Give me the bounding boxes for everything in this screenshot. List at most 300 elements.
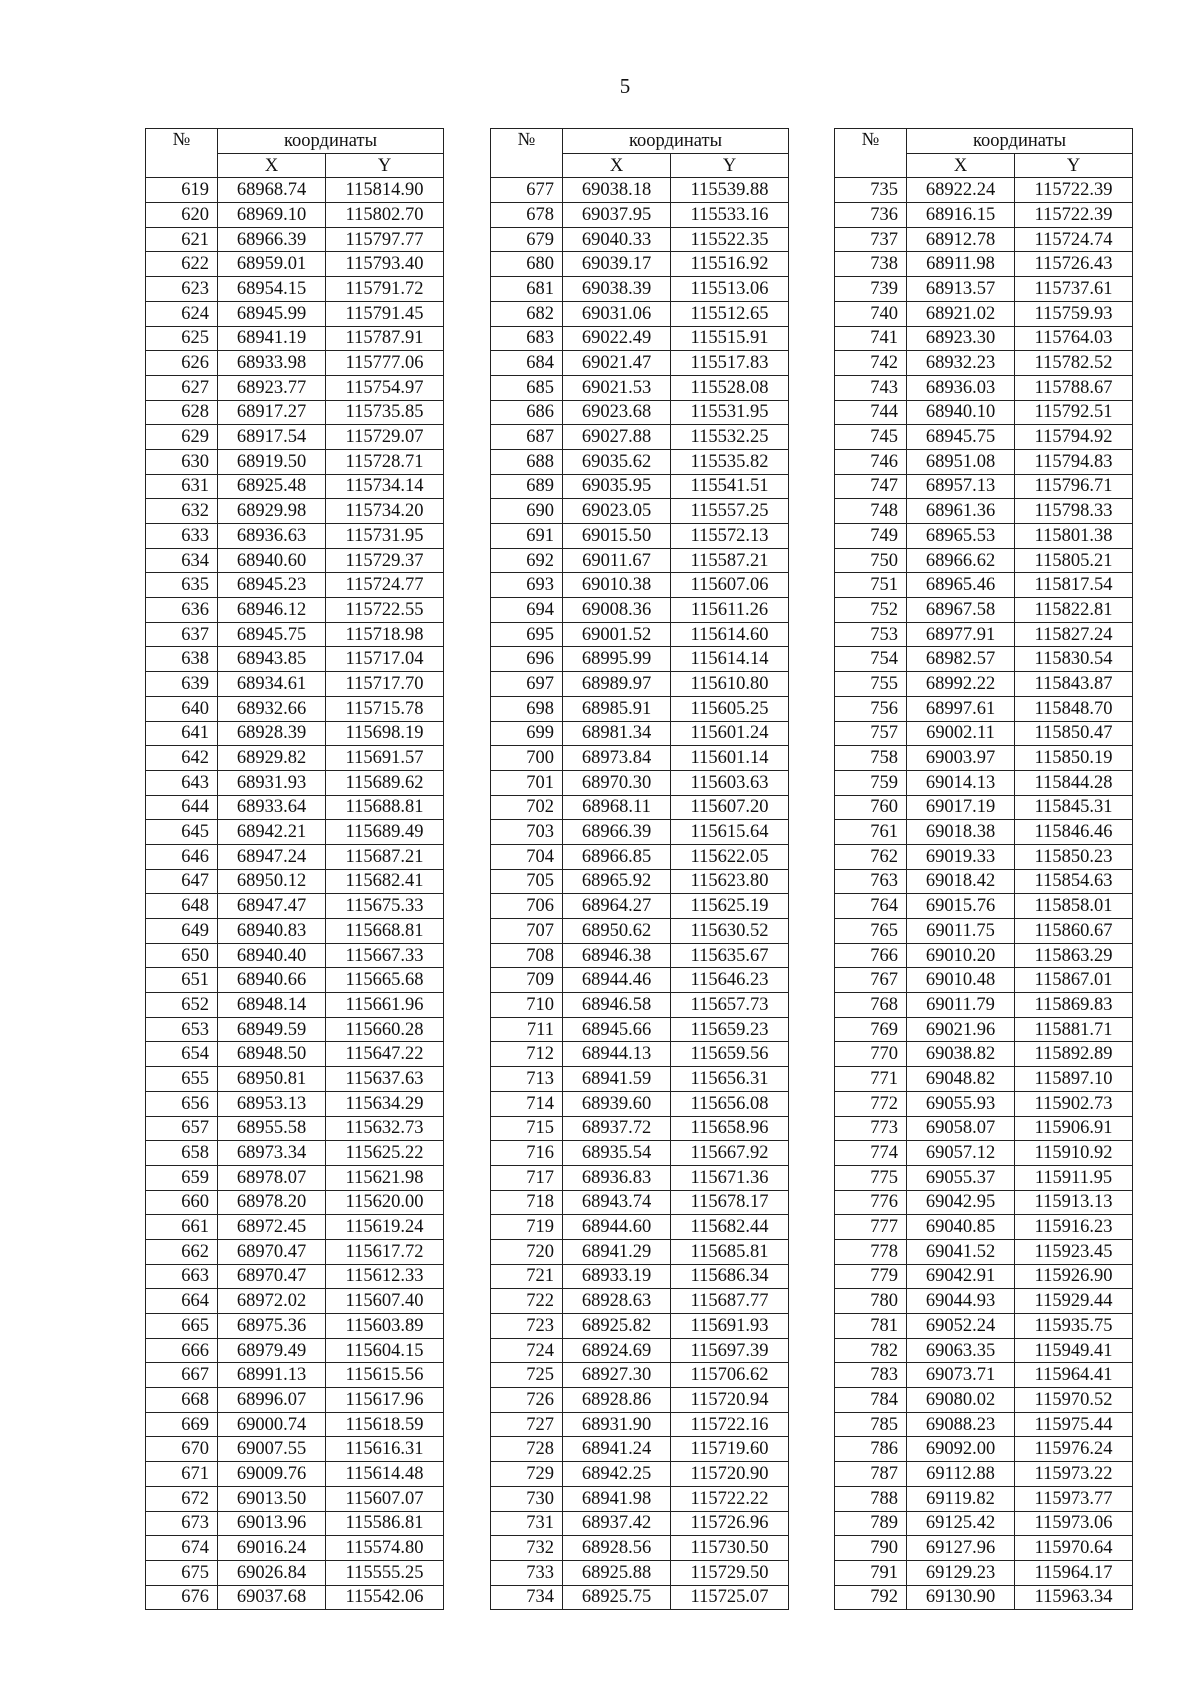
coordinate-y: 115665.68 xyxy=(326,968,444,993)
coordinate-x: 68941.24 xyxy=(563,1437,671,1462)
table-row xyxy=(146,1437,444,1462)
coordinate-y: 115522.35 xyxy=(671,227,789,252)
table-row xyxy=(491,1338,789,1363)
table-row xyxy=(146,1462,444,1487)
coordinate-x: 69010.38 xyxy=(563,573,671,598)
table-row xyxy=(146,375,444,400)
point-number: 690 xyxy=(491,499,563,524)
point-number: 633 xyxy=(146,524,218,549)
point-number: 634 xyxy=(146,548,218,573)
coordinate-x: 68927.30 xyxy=(563,1363,671,1388)
coordinate-x: 69008.36 xyxy=(563,598,671,623)
point-number: 619 xyxy=(146,178,218,203)
coordinate-y: 115604.15 xyxy=(326,1338,444,1363)
coordinate-x: 68941.98 xyxy=(563,1486,671,1511)
coordinate-x: 68950.12 xyxy=(218,869,326,894)
coordinate-y: 115675.33 xyxy=(326,894,444,919)
coordinate-y: 115973.22 xyxy=(1015,1462,1133,1487)
point-number: 711 xyxy=(491,1017,563,1042)
coordinate-y: 115935.75 xyxy=(1015,1314,1133,1339)
table-row xyxy=(491,672,789,697)
coordinate-x: 68967.58 xyxy=(907,598,1015,623)
coordinate-y: 115906.91 xyxy=(1015,1116,1133,1141)
table-row xyxy=(491,1215,789,1240)
coordinate-y: 115574.80 xyxy=(326,1536,444,1561)
coordinate-x: 69027.88 xyxy=(563,425,671,450)
coordinate-x: 68947.24 xyxy=(218,844,326,869)
point-number: 706 xyxy=(491,894,563,919)
coordinate-y: 115698.19 xyxy=(326,721,444,746)
coordinate-x: 69018.38 xyxy=(907,820,1015,845)
coordinate-y: 115587.21 xyxy=(671,548,789,573)
table-row xyxy=(146,919,444,944)
coordinate-y: 115539.88 xyxy=(671,178,789,203)
table-row xyxy=(491,1363,789,1388)
coordinate-y: 115691.93 xyxy=(671,1314,789,1339)
coordinate-y: 115614.48 xyxy=(326,1462,444,1487)
coordinate-x: 68970.47 xyxy=(218,1239,326,1264)
table-row xyxy=(146,1239,444,1264)
table-row xyxy=(835,993,1133,1018)
coordinate-y: 115607.07 xyxy=(326,1486,444,1511)
coordinate-x: 69063.35 xyxy=(907,1338,1015,1363)
point-number: 734 xyxy=(491,1585,563,1610)
coordinate-y: 115754.97 xyxy=(326,375,444,400)
point-number: 766 xyxy=(835,943,907,968)
point-number: 719 xyxy=(491,1215,563,1240)
coordinate-y: 115601.24 xyxy=(671,721,789,746)
header-number: № xyxy=(491,129,563,178)
point-number: 791 xyxy=(835,1560,907,1585)
point-number: 621 xyxy=(146,227,218,252)
coordinate-y: 115850.19 xyxy=(1015,746,1133,771)
point-number: 769 xyxy=(835,1017,907,1042)
coordinates-table-1 xyxy=(145,128,444,1610)
point-number: 784 xyxy=(835,1388,907,1413)
coordinate-y: 115759.93 xyxy=(1015,301,1133,326)
coordinate-x: 69015.76 xyxy=(907,894,1015,919)
coordinate-x: 69026.84 xyxy=(218,1560,326,1585)
point-number: 707 xyxy=(491,919,563,944)
table-row xyxy=(146,1511,444,1536)
point-number: 748 xyxy=(835,499,907,524)
coordinate-y: 115715.78 xyxy=(326,696,444,721)
table-row xyxy=(491,1314,789,1339)
coordinate-y: 115788.67 xyxy=(1015,375,1133,400)
coordinate-y: 115607.06 xyxy=(671,573,789,598)
coordinate-x: 68917.27 xyxy=(218,400,326,425)
point-number: 708 xyxy=(491,943,563,968)
point-number: 760 xyxy=(835,795,907,820)
coordinate-x: 68979.49 xyxy=(218,1338,326,1363)
point-number: 744 xyxy=(835,400,907,425)
point-number: 645 xyxy=(146,820,218,845)
point-number: 790 xyxy=(835,1536,907,1561)
table-row xyxy=(146,1363,444,1388)
coordinate-y: 115911.95 xyxy=(1015,1165,1133,1190)
point-number: 738 xyxy=(835,252,907,277)
point-number: 723 xyxy=(491,1314,563,1339)
point-number: 757 xyxy=(835,721,907,746)
point-number: 776 xyxy=(835,1190,907,1215)
coordinate-y: 115720.90 xyxy=(671,1462,789,1487)
table-row xyxy=(146,1091,444,1116)
table-row xyxy=(835,1511,1133,1536)
point-number: 747 xyxy=(835,474,907,499)
coordinate-y: 115964.41 xyxy=(1015,1363,1133,1388)
point-number: 665 xyxy=(146,1314,218,1339)
coordinate-y: 115850.23 xyxy=(1015,844,1133,869)
coordinate-y: 115689.49 xyxy=(326,820,444,845)
table-row xyxy=(146,647,444,672)
point-number: 691 xyxy=(491,524,563,549)
table-row xyxy=(146,1067,444,1092)
point-number: 677 xyxy=(491,178,563,203)
point-number: 787 xyxy=(835,1462,907,1487)
coordinate-x: 68933.98 xyxy=(218,351,326,376)
point-number: 641 xyxy=(146,721,218,746)
point-number: 772 xyxy=(835,1091,907,1116)
point-number: 749 xyxy=(835,524,907,549)
point-number: 761 xyxy=(835,820,907,845)
table-row xyxy=(146,277,444,302)
coordinate-y: 115542.06 xyxy=(326,1585,444,1610)
coordinate-x: 68968.11 xyxy=(563,795,671,820)
coordinate-x: 69010.48 xyxy=(907,968,1015,993)
table-row xyxy=(146,672,444,697)
point-number: 777 xyxy=(835,1215,907,1240)
coordinate-y: 115621.98 xyxy=(326,1165,444,1190)
table-row xyxy=(491,400,789,425)
coordinate-y: 115682.41 xyxy=(326,869,444,894)
coordinate-y: 115964.17 xyxy=(1015,1560,1133,1585)
coordinate-x: 68940.83 xyxy=(218,919,326,944)
point-number: 732 xyxy=(491,1536,563,1561)
table-row xyxy=(835,894,1133,919)
coordinate-x: 68934.61 xyxy=(218,672,326,697)
table-row xyxy=(146,573,444,598)
coordinate-x: 68941.29 xyxy=(563,1239,671,1264)
point-number: 654 xyxy=(146,1042,218,1067)
table-row xyxy=(146,1536,444,1561)
point-number: 751 xyxy=(835,573,907,598)
point-number: 739 xyxy=(835,277,907,302)
table-row xyxy=(835,1486,1133,1511)
point-number: 724 xyxy=(491,1338,563,1363)
coordinate-x: 69058.07 xyxy=(907,1116,1015,1141)
table-row xyxy=(491,1017,789,1042)
point-number: 746 xyxy=(835,449,907,474)
coordinate-x: 68982.57 xyxy=(907,647,1015,672)
table-row xyxy=(835,499,1133,524)
coordinate-y: 115845.31 xyxy=(1015,795,1133,820)
coordinate-y: 115913.13 xyxy=(1015,1190,1133,1215)
coordinate-x: 68911.98 xyxy=(907,252,1015,277)
coordinate-y: 115970.64 xyxy=(1015,1536,1133,1561)
point-number: 688 xyxy=(491,449,563,474)
coordinate-y: 115601.14 xyxy=(671,746,789,771)
point-number: 650 xyxy=(146,943,218,968)
coordinates-table-3 xyxy=(834,128,1133,1610)
table-row xyxy=(491,647,789,672)
point-number: 680 xyxy=(491,252,563,277)
point-number: 725 xyxy=(491,1363,563,1388)
coordinate-y: 115685.81 xyxy=(671,1239,789,1264)
point-number: 658 xyxy=(146,1141,218,1166)
point-number: 683 xyxy=(491,326,563,351)
coordinate-y: 115682.44 xyxy=(671,1215,789,1240)
coordinate-x: 69000.74 xyxy=(218,1412,326,1437)
coordinate-x: 69037.68 xyxy=(218,1585,326,1610)
table-row xyxy=(146,869,444,894)
coordinate-y: 115603.63 xyxy=(671,770,789,795)
coordinate-x: 68913.57 xyxy=(907,277,1015,302)
point-number: 714 xyxy=(491,1091,563,1116)
coordinate-x: 68928.63 xyxy=(563,1289,671,1314)
table-row xyxy=(835,696,1133,721)
coordinate-y: 115735.85 xyxy=(326,400,444,425)
coordinate-x: 68921.02 xyxy=(907,301,1015,326)
header-y: Y xyxy=(326,153,444,178)
table-row xyxy=(835,425,1133,450)
point-number: 622 xyxy=(146,252,218,277)
coordinate-x: 69038.39 xyxy=(563,277,671,302)
coordinate-y: 115822.81 xyxy=(1015,598,1133,623)
table-row xyxy=(491,943,789,968)
table-row xyxy=(835,746,1133,771)
coordinate-y: 115902.73 xyxy=(1015,1091,1133,1116)
table-row xyxy=(491,1042,789,1067)
point-number: 637 xyxy=(146,622,218,647)
coordinate-y: 115734.20 xyxy=(326,499,444,524)
coordinate-y: 115615.64 xyxy=(671,820,789,845)
coordinate-x: 69040.85 xyxy=(907,1215,1015,1240)
point-number: 668 xyxy=(146,1388,218,1413)
table-row xyxy=(146,1264,444,1289)
coordinate-y: 115531.95 xyxy=(671,400,789,425)
table-row xyxy=(491,1239,789,1264)
coordinate-x: 69013.50 xyxy=(218,1486,326,1511)
coordinate-x: 68940.10 xyxy=(907,400,1015,425)
coordinate-x: 69018.42 xyxy=(907,869,1015,894)
table-row xyxy=(146,820,444,845)
point-number: 646 xyxy=(146,844,218,869)
coordinate-x: 68997.61 xyxy=(907,696,1015,721)
coordinate-x: 68948.14 xyxy=(218,993,326,1018)
point-number: 710 xyxy=(491,993,563,1018)
coordinate-x: 68929.98 xyxy=(218,499,326,524)
table-row xyxy=(491,227,789,252)
point-number: 692 xyxy=(491,548,563,573)
coordinate-x: 69019.33 xyxy=(907,844,1015,869)
coordinate-y: 115725.07 xyxy=(671,1585,789,1610)
point-number: 684 xyxy=(491,351,563,376)
point-number: 670 xyxy=(146,1437,218,1462)
point-number: 758 xyxy=(835,746,907,771)
point-number: 676 xyxy=(146,1585,218,1610)
coordinate-y: 115528.08 xyxy=(671,375,789,400)
coordinate-x: 69119.82 xyxy=(907,1486,1015,1511)
table-row xyxy=(835,351,1133,376)
coordinate-x: 68917.54 xyxy=(218,425,326,450)
coordinate-x: 68946.58 xyxy=(563,993,671,1018)
coordinate-y: 115647.22 xyxy=(326,1042,444,1067)
coordinate-x: 68935.54 xyxy=(563,1141,671,1166)
coordinate-y: 115572.13 xyxy=(671,524,789,549)
table-row xyxy=(491,301,789,326)
coordinate-x: 68944.60 xyxy=(563,1215,671,1240)
point-number: 656 xyxy=(146,1091,218,1116)
table-row xyxy=(146,178,444,203)
table-row xyxy=(146,474,444,499)
point-number: 745 xyxy=(835,425,907,450)
point-number: 679 xyxy=(491,227,563,252)
point-number: 623 xyxy=(146,277,218,302)
coordinate-y: 115667.33 xyxy=(326,943,444,968)
coordinate-x: 69001.52 xyxy=(563,622,671,647)
table-row xyxy=(491,1536,789,1561)
coordinate-y: 115659.56 xyxy=(671,1042,789,1067)
table-row xyxy=(491,573,789,598)
coordinate-y: 115827.24 xyxy=(1015,622,1133,647)
point-number: 716 xyxy=(491,1141,563,1166)
coordinate-y: 115630.52 xyxy=(671,919,789,944)
coordinate-x: 69010.20 xyxy=(907,943,1015,968)
coordinate-y: 115722.39 xyxy=(1015,178,1133,203)
point-number: 648 xyxy=(146,894,218,919)
point-number: 778 xyxy=(835,1239,907,1264)
point-number: 781 xyxy=(835,1314,907,1339)
point-number: 755 xyxy=(835,672,907,697)
coordinate-y: 115805.21 xyxy=(1015,548,1133,573)
coordinate-x: 68966.62 xyxy=(907,548,1015,573)
coordinate-x: 68977.91 xyxy=(907,622,1015,647)
table-row xyxy=(835,1289,1133,1314)
table-row xyxy=(491,1165,789,1190)
point-number: 789 xyxy=(835,1511,907,1536)
table-row xyxy=(835,474,1133,499)
point-number: 782 xyxy=(835,1338,907,1363)
table-row xyxy=(491,1190,789,1215)
coordinate-y: 115722.39 xyxy=(1015,203,1133,228)
coordinate-y: 115782.52 xyxy=(1015,351,1133,376)
table-row xyxy=(835,326,1133,351)
coordinate-y: 115973.06 xyxy=(1015,1511,1133,1536)
table-row xyxy=(146,1042,444,1067)
point-number: 715 xyxy=(491,1116,563,1141)
header-y: Y xyxy=(671,153,789,178)
table-row xyxy=(146,252,444,277)
table-row xyxy=(146,425,444,450)
coordinate-x: 69023.05 xyxy=(563,499,671,524)
coordinate-x: 68947.47 xyxy=(218,894,326,919)
coordinate-x: 69015.50 xyxy=(563,524,671,549)
coordinate-y: 115722.55 xyxy=(326,598,444,623)
table-row xyxy=(146,1116,444,1141)
table-row xyxy=(491,820,789,845)
table-row xyxy=(146,1338,444,1363)
table-row xyxy=(835,1462,1133,1487)
coordinate-y: 115792.51 xyxy=(1015,400,1133,425)
coordinate-y: 115632.73 xyxy=(326,1116,444,1141)
header-y: Y xyxy=(1015,153,1133,178)
table-row xyxy=(491,1560,789,1585)
point-number: 630 xyxy=(146,449,218,474)
coordinate-y: 115791.72 xyxy=(326,277,444,302)
coordinate-x: 69009.76 xyxy=(218,1462,326,1487)
coordinate-y: 115620.00 xyxy=(326,1190,444,1215)
coordinate-y: 115586.81 xyxy=(326,1511,444,1536)
coordinate-x: 68937.42 xyxy=(563,1511,671,1536)
table-row xyxy=(835,968,1133,993)
coordinate-x: 69044.93 xyxy=(907,1289,1015,1314)
coordinate-y: 115618.59 xyxy=(326,1412,444,1437)
table-row xyxy=(146,1412,444,1437)
coordinate-x: 68946.12 xyxy=(218,598,326,623)
coordinate-x: 69007.55 xyxy=(218,1437,326,1462)
table-row xyxy=(146,203,444,228)
coordinate-x: 69013.96 xyxy=(218,1511,326,1536)
coordinate-x: 68945.75 xyxy=(907,425,1015,450)
coordinate-x: 69073.71 xyxy=(907,1363,1015,1388)
table-row xyxy=(146,844,444,869)
coordinate-y: 115724.74 xyxy=(1015,227,1133,252)
header-number: № xyxy=(146,129,218,178)
table-row xyxy=(146,1289,444,1314)
coordinate-y: 115731.95 xyxy=(326,524,444,549)
coordinate-x: 69038.82 xyxy=(907,1042,1015,1067)
coordinate-x: 68929.82 xyxy=(218,746,326,771)
table-row xyxy=(146,721,444,746)
coordinate-x: 68932.66 xyxy=(218,696,326,721)
table-row xyxy=(491,795,789,820)
coordinate-x: 68996.07 xyxy=(218,1388,326,1413)
table-row xyxy=(835,277,1133,302)
coordinate-y: 115846.46 xyxy=(1015,820,1133,845)
coordinate-x: 68940.40 xyxy=(218,943,326,968)
table-row xyxy=(491,894,789,919)
coordinate-y: 115637.63 xyxy=(326,1067,444,1092)
coordinate-x: 68924.69 xyxy=(563,1338,671,1363)
coordinate-x: 68972.02 xyxy=(218,1289,326,1314)
coordinate-x: 68975.36 xyxy=(218,1314,326,1339)
coordinate-x: 68932.23 xyxy=(907,351,1015,376)
coordinate-x: 68992.22 xyxy=(907,672,1015,697)
point-number: 682 xyxy=(491,301,563,326)
table-row xyxy=(146,1585,444,1610)
coordinate-x: 68945.99 xyxy=(218,301,326,326)
point-number: 624 xyxy=(146,301,218,326)
point-number: 701 xyxy=(491,770,563,795)
table-row xyxy=(491,1067,789,1092)
table-row xyxy=(491,499,789,524)
table-row xyxy=(146,301,444,326)
table-row xyxy=(491,1486,789,1511)
table-row xyxy=(146,524,444,549)
table-row xyxy=(146,1388,444,1413)
point-number: 675 xyxy=(146,1560,218,1585)
coordinate-x: 68949.59 xyxy=(218,1017,326,1042)
table-row xyxy=(146,770,444,795)
coordinate-x: 69037.95 xyxy=(563,203,671,228)
point-number: 697 xyxy=(491,672,563,697)
coordinate-y: 115722.22 xyxy=(671,1486,789,1511)
table-row xyxy=(835,820,1133,845)
coordinate-y: 115844.28 xyxy=(1015,770,1133,795)
coordinate-x: 68944.46 xyxy=(563,968,671,993)
table-row xyxy=(491,1412,789,1437)
coordinate-y: 115801.38 xyxy=(1015,524,1133,549)
